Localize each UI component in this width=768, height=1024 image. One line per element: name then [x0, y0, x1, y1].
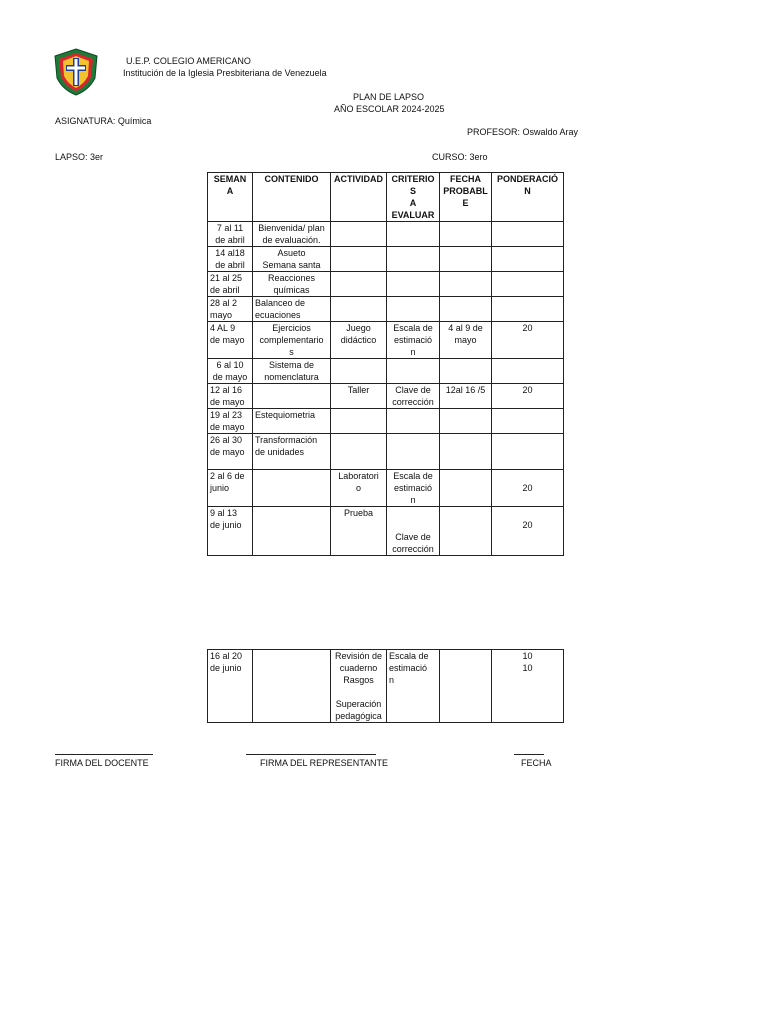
cell-criterios: [387, 272, 440, 297]
representative-signature-label: FIRMA DEL REPRESENTANTE: [260, 758, 389, 768]
plan-table: [207, 172, 564, 556]
cell-ponderacion: [492, 434, 564, 470]
cell-actividad: Prueba: [331, 507, 387, 556]
cell-actividad: Juego didáctico: [331, 322, 387, 359]
cell-semana: 28 al 2 mayo: [208, 297, 253, 322]
cell-criterios: [387, 359, 440, 384]
cell-semana: 4 AL 9 de mayo: [208, 322, 253, 359]
representative-signature-line: [246, 754, 376, 755]
cell-semana: 21 al 25 de abril: [208, 272, 253, 297]
cell-fecha: [440, 507, 492, 556]
date-line: [514, 754, 544, 755]
cell-semana: 16 al 20 de junio: [208, 650, 253, 723]
cell-fecha: [440, 272, 492, 297]
cell-ponderacion: [492, 222, 564, 247]
cell-fecha: [440, 247, 492, 272]
cell-criterios: Escala de estimació n: [387, 322, 440, 359]
cell-semana: 2 al 6 de junio: [208, 470, 253, 507]
cell-ponderacion: 20: [492, 470, 564, 507]
cell-semana: 7 al 11 de abril: [208, 222, 253, 247]
cell-ponderacion: 10 10: [492, 650, 564, 723]
table-row: [208, 359, 564, 384]
cell-contenido: Bienvenida/ plan de evaluación.: [253, 222, 331, 247]
cell-contenido: [253, 470, 331, 507]
header-criterios: CRITERIOS A EVALUAR: [387, 173, 440, 222]
table-row: [208, 384, 564, 409]
term-label: LAPSO: 3er: [55, 152, 104, 162]
teacher-label: PROFESOR: Oswaldo Aray: [467, 127, 579, 137]
header-contenido: CONTENIDO: [253, 173, 331, 222]
cell-actividad: Revisión de cuaderno Rasgos Superación pedagógica: [331, 650, 387, 723]
cell-actividad: [331, 409, 387, 434]
header-ponderacion: PONDERACIÓ N: [492, 173, 564, 222]
cell-fecha: [440, 297, 492, 322]
cell-ponderacion: [492, 247, 564, 272]
cell-ponderacion: [492, 272, 564, 297]
cell-actividad: [331, 247, 387, 272]
table-row: [208, 470, 564, 507]
cell-contenido: [253, 650, 331, 723]
cell-actividad: [331, 297, 387, 322]
table-row: [208, 650, 564, 723]
cell-criterios: [387, 297, 440, 322]
table-row: [208, 222, 564, 247]
date-label: FECHA: [521, 758, 552, 768]
cell-contenido: Ejercicios complementario s: [253, 322, 331, 359]
document-title: PLAN DE LAPSO: [353, 92, 425, 102]
cell-criterios: Escala de estimació n: [387, 470, 440, 507]
table-row: [208, 272, 564, 297]
cell-fecha: [440, 222, 492, 247]
cell-fecha: 4 al 9 de mayo: [440, 322, 492, 359]
cell-contenido: Sistema de nomenclatura: [253, 359, 331, 384]
cell-fecha: [440, 359, 492, 384]
header-actividad: ACTIVIDAD: [331, 173, 387, 222]
cell-fecha: 12al 16 /5: [440, 384, 492, 409]
cell-contenido: Estequiometria: [253, 409, 331, 434]
table-row: [208, 507, 564, 556]
cell-contenido: [253, 507, 331, 556]
cell-fecha: [440, 470, 492, 507]
table-row: [208, 322, 564, 359]
cell-criterios: Escala de estimació n: [387, 650, 440, 723]
cell-semana: 12 al 16 de mayo: [208, 384, 253, 409]
teacher-signature-line: [55, 754, 153, 755]
cell-fecha: [440, 409, 492, 434]
cell-ponderacion: [492, 409, 564, 434]
header-fecha: FECHA PROBABL E: [440, 173, 492, 222]
cell-contenido: Transformación de unidades: [253, 434, 331, 470]
extra-plan-table: [207, 649, 564, 723]
cell-ponderacion: 20: [492, 507, 564, 556]
cell-actividad: [331, 434, 387, 470]
cell-ponderacion: [492, 359, 564, 384]
cell-actividad: Laboratori o: [331, 470, 387, 507]
header-semana: SEMAN A: [208, 173, 253, 222]
cell-ponderacion: 20: [492, 322, 564, 359]
cell-fecha: [440, 650, 492, 723]
cell-semana: 6 al 10 de mayo: [208, 359, 253, 384]
cell-criterios: [387, 247, 440, 272]
cell-ponderacion: 20: [492, 384, 564, 409]
school-name: U.E.P. COLEGIO AMERICANO: [126, 56, 251, 66]
table-row: [208, 434, 564, 470]
table-row: [208, 409, 564, 434]
cell-contenido: Balanceo de ecuaciones: [253, 297, 331, 322]
subject-label: ASIGNATURA: Química: [55, 116, 152, 126]
cell-actividad: [331, 272, 387, 297]
course-label: CURSO: 3ero: [432, 152, 488, 162]
cell-ponderacion: [492, 297, 564, 322]
school-crest-logo: [53, 48, 99, 96]
cell-criterios: Clave de corrección: [387, 384, 440, 409]
cell-contenido: [253, 384, 331, 409]
cell-contenido: Asueto Semana santa: [253, 247, 331, 272]
cell-actividad: [331, 359, 387, 384]
institution-name: Institución de la Iglesia Presbiteriana de Venezuela: [123, 68, 327, 78]
cell-semana: 9 al 13 de junio: [208, 507, 253, 556]
cell-contenido: Reacciones químicas: [253, 272, 331, 297]
table-row: [208, 297, 564, 322]
table-header-row: [208, 173, 564, 222]
cell-actividad: Taller: [331, 384, 387, 409]
cell-criterios: [387, 434, 440, 470]
cell-fecha: [440, 434, 492, 470]
cell-criterios: [387, 409, 440, 434]
cell-semana: 19 al 23 de mayo: [208, 409, 253, 434]
cell-semana: 14 al18 de abril: [208, 247, 253, 272]
cell-actividad: [331, 222, 387, 247]
cell-semana: 26 al 30 de mayo: [208, 434, 253, 470]
teacher-signature-label: FIRMA DEL DOCENTE: [55, 758, 149, 768]
table-row: [208, 247, 564, 272]
cell-criterios: [387, 222, 440, 247]
cell-criterios: Clave de corrección: [387, 507, 440, 556]
school-year: AÑO ESCOLAR 2024-2025: [334, 104, 445, 114]
